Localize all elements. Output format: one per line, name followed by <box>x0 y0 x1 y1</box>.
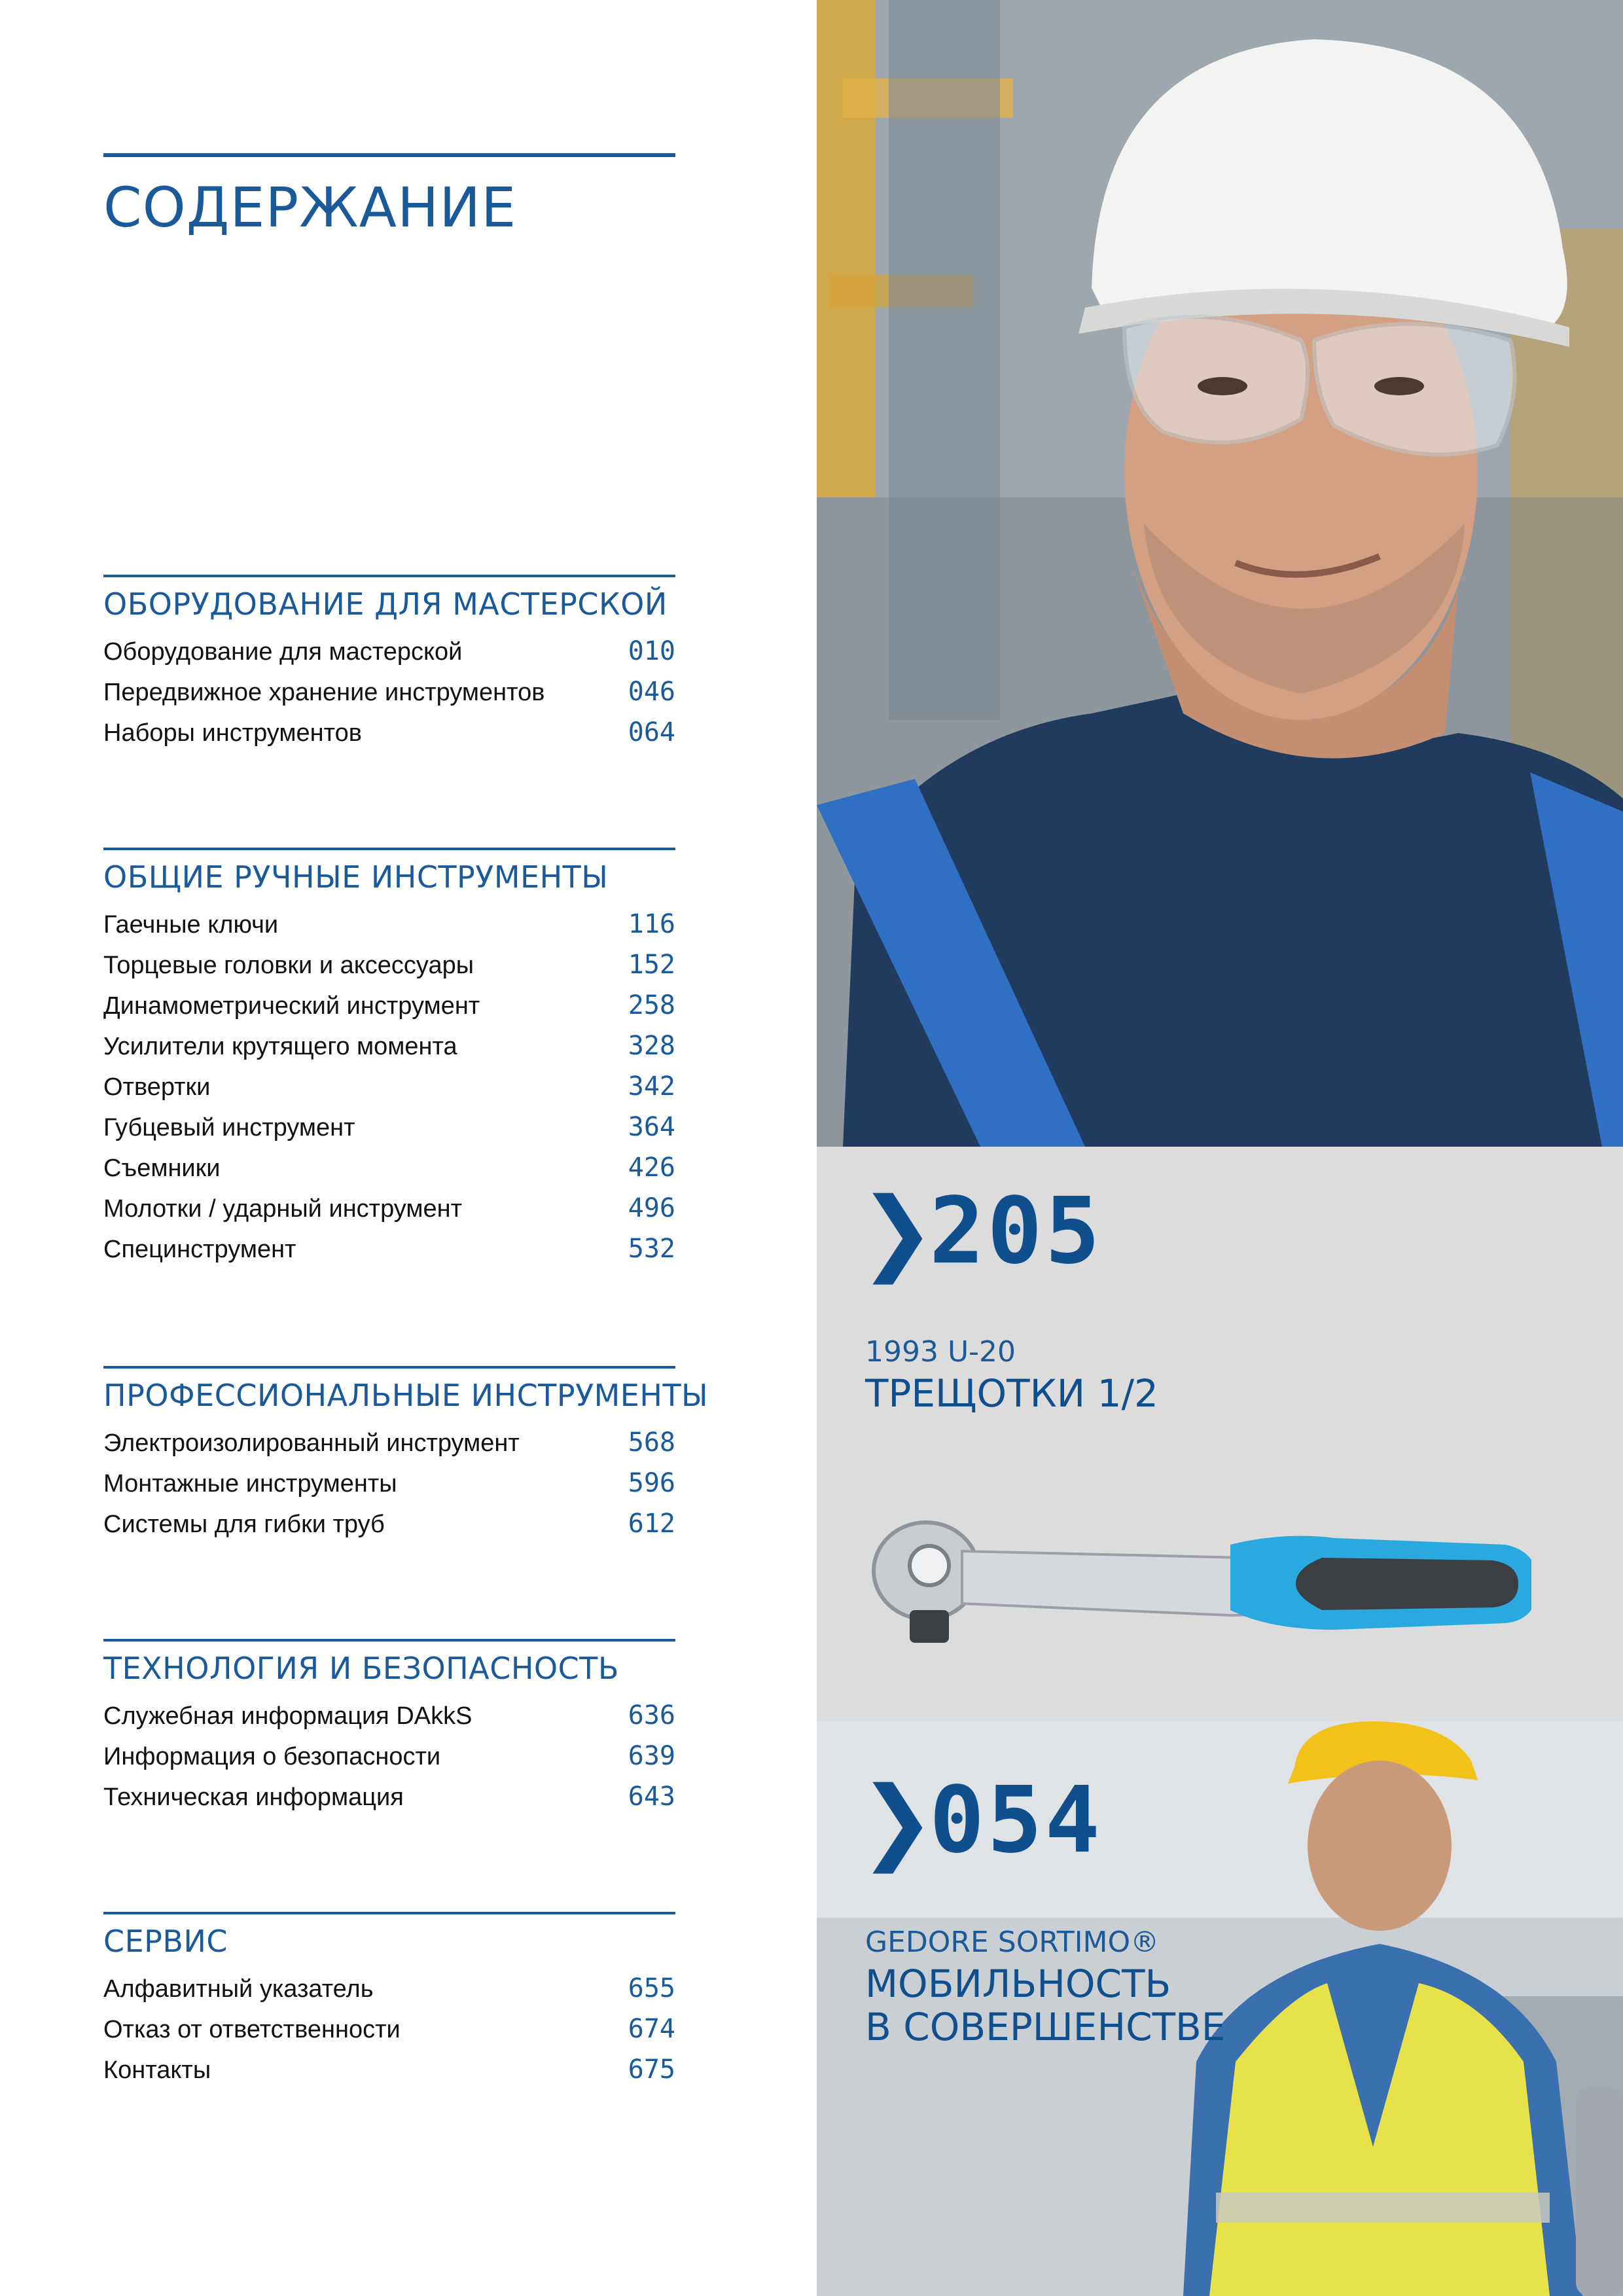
toc-entry[interactable] <box>103 677 675 717</box>
toc-entry-label: Наборы инструментов <box>103 719 362 747</box>
toc-entry-page: 643 <box>628 1782 675 1812</box>
toc-entry[interactable] <box>103 1234 675 1274</box>
toc-entry-page: 342 <box>628 1071 675 1102</box>
page-title: СОДЕРЖАНИЕ <box>103 175 517 240</box>
toc-entry-page: 675 <box>628 2054 675 2085</box>
toc-entry[interactable] <box>103 1973 675 2014</box>
toc-entry[interactable] <box>103 1427 675 1468</box>
toc-entry-label: Монтажные инструменты <box>103 1470 397 1498</box>
section-heading: СЕРВИС <box>103 1924 228 1959</box>
toc-entry-page: 496 <box>628 1193 675 1223</box>
toc-entry[interactable] <box>103 990 675 1031</box>
toc-entry-label: Губцевый инструмент <box>103 1114 355 1141</box>
toc-entry[interactable] <box>103 909 675 950</box>
section-rule <box>103 1639 675 1641</box>
toc-entry-page: 010 <box>628 636 675 666</box>
section-heading: ТЕХНОЛОГИЯ И БЕЗОПАСНОСТЬ <box>103 1651 619 1686</box>
toc-entry-label: Съемники <box>103 1155 221 1182</box>
toc-entry-label: Отказ от ответственности <box>103 2016 401 2043</box>
toc-entry-page: 258 <box>628 990 675 1020</box>
toc-entry-page: 064 <box>628 717 675 747</box>
toc-entry-page: 596 <box>628 1468 675 1498</box>
toc-entry[interactable] <box>103 1509 675 1549</box>
chevron-right-icon: ❯ <box>859 1767 936 1874</box>
section-rule <box>103 575 675 577</box>
toc-entry[interactable] <box>103 1071 675 1112</box>
toc-entry-page: 152 <box>628 950 675 980</box>
ratchet-image <box>864 1505 1531 1676</box>
toc-entry-page: 612 <box>628 1509 675 1539</box>
worker-photo-hardhat <box>817 0 1623 1147</box>
toc-entry[interactable] <box>103 2014 675 2054</box>
toc-section-technology <box>103 1639 675 1822</box>
toc-entry-label: Торцевые головки и аксессуары <box>103 952 474 979</box>
toc-section-service <box>103 1912 675 2095</box>
toc-entry-label: Усилители крутящего момента <box>103 1033 457 1060</box>
toc-entry-page: 364 <box>628 1112 675 1142</box>
toc-entry[interactable] <box>103 2054 675 2095</box>
toc-entry-label: Оборудование для мастерской <box>103 638 463 666</box>
toc-section-hand-tools <box>103 848 675 1274</box>
toc-entry-label: Алфавитный указатель <box>103 1975 374 2003</box>
promo-title-line1: МОБИЛЬНОСТЬ <box>865 1962 1171 2006</box>
toc-entry-page: 116 <box>628 909 675 939</box>
toc-entry[interactable] <box>103 1782 675 1822</box>
section-heading: ПРОФЕССИОНАЛЬНЫЕ ИНСТРУМЕНТЫ <box>103 1378 709 1413</box>
toc-entry[interactable] <box>103 1193 675 1234</box>
promo-page-number[interactable]: 205 <box>929 1178 1103 1285</box>
toc-entry-label: Служебная информация DAkkS <box>103 1702 473 1730</box>
toc-entry[interactable] <box>103 1468 675 1509</box>
toc-entry-page: 636 <box>628 1700 675 1731</box>
section-rule <box>103 1366 675 1369</box>
toc-entry-page: 532 <box>628 1234 675 1264</box>
chevron-right-icon: ❯ <box>859 1178 936 1285</box>
toc-section-professional <box>103 1366 709 1549</box>
toc-entry-label: Системы для гибки труб <box>103 1511 385 1538</box>
section-rule <box>103 1912 675 1914</box>
toc-entry-label: Техническая информация <box>103 1784 404 1811</box>
toc-entry-page: 328 <box>628 1031 675 1061</box>
toc-entry[interactable] <box>103 717 675 758</box>
toc-entry[interactable] <box>103 950 675 990</box>
toc-entry[interactable] <box>103 1153 675 1193</box>
section-heading: ОБЩИЕ РУЧНЫЕ ИНСТРУМЕНТЫ <box>103 859 609 895</box>
toc-entry-page: 655 <box>628 1973 675 2003</box>
worker-illustration <box>817 0 1623 1147</box>
toc-entry-label: Отвертки <box>103 1073 211 1101</box>
section-heading: ОБОРУДОВАНИЕ ДЛЯ МАСТЕРСКОЙ <box>103 586 668 622</box>
toc-entry[interactable] <box>103 1700 675 1741</box>
toc-title-rule <box>103 153 675 157</box>
promo-title: ТРЕЩОТКИ 1/2 <box>865 1371 1158 1416</box>
toc-entry[interactable] <box>103 1031 675 1071</box>
toc-entry-label: Электроизолированный инструмент <box>103 1429 520 1457</box>
toc-entry-label: Динамометрический инструмент <box>103 992 480 1020</box>
toc-entry[interactable] <box>103 1112 675 1153</box>
toc-section-workshop <box>103 575 675 758</box>
toc-entry-label: Молотки / ударный инструмент <box>103 1195 463 1223</box>
toc-entry[interactable] <box>103 636 675 677</box>
section-rule <box>103 848 675 850</box>
toc-entry-page: 674 <box>628 2014 675 2044</box>
promo-page-number[interactable]: 054 <box>929 1767 1103 1874</box>
toc-entry[interactable] <box>103 1741 675 1782</box>
toc-entry-label: Специнструмент <box>103 1236 296 1263</box>
toc-entry-label: Передвижное хранение инструментов <box>103 679 545 706</box>
toc-entry-label: Информация о безопасности <box>103 1743 441 1770</box>
toc-entry-page: 568 <box>628 1427 675 1458</box>
toc-entry-label: Контакты <box>103 2056 211 2084</box>
toc-entry-page: 426 <box>628 1153 675 1183</box>
promo-title-line2: В СОВЕРШЕНСТВЕ <box>865 2005 1226 2049</box>
toc-entry-page: 046 <box>628 677 675 707</box>
promo-subtitle: GEDORE SORTIMO® <box>865 1926 1160 1959</box>
promo-subtitle: 1993 U-20 <box>865 1335 1016 1369</box>
toc-entry-label: Гаечные ключи <box>103 911 279 939</box>
toc-entry-page: 639 <box>628 1741 675 1771</box>
